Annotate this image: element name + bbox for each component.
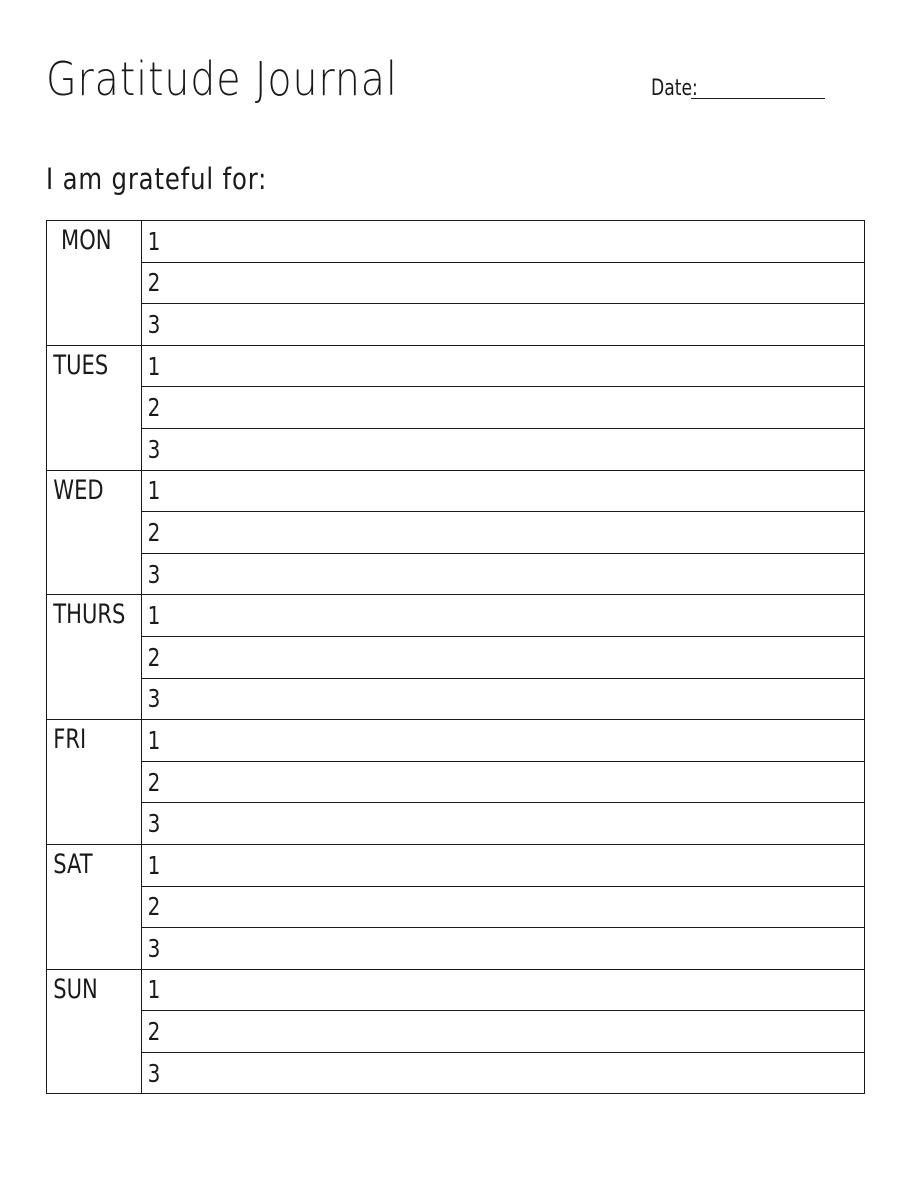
day-cell-thurs [47,595,142,720]
table-row [47,928,865,970]
entry-line[interactable] [142,969,865,1011]
entry-line[interactable] [142,553,865,595]
table-row [47,470,865,512]
entry-number: 2 [147,1017,161,1047]
table-row [47,1052,865,1094]
entry-number: 3 [147,559,161,589]
entry-number: 3 [147,1058,161,1088]
entry-number: 1 [147,601,161,631]
grateful-prompt: I am grateful for: [46,162,268,196]
table-row [47,803,865,845]
entry-number: 1 [147,975,161,1005]
entry-number: 2 [147,892,161,922]
date-label: Date: [651,76,698,101]
day-cell-fri [47,720,142,845]
table-row [47,636,865,678]
entry-number: 2 [147,517,161,547]
entry-number: 1 [147,850,161,880]
entry-line[interactable] [142,262,865,304]
entry-number: 1 [147,226,161,256]
day-label: THURS [53,599,126,631]
table-row [47,969,865,1011]
day-label: TUES [53,349,109,381]
entry-line[interactable] [142,1011,865,1053]
entry-line[interactable] [142,761,865,803]
day-label: SUN [53,973,98,1005]
entry-line[interactable] [142,512,865,554]
date-input-line[interactable] [691,98,825,99]
entry-number: 3 [147,434,161,464]
gratitude-table [46,220,865,1094]
entry-number: 2 [147,393,161,423]
entry-line[interactable] [142,470,865,512]
date-field [651,76,825,101]
entry-number: 3 [147,809,161,839]
table-row [47,553,865,595]
day-cell-mon [47,221,142,346]
table-row [47,345,865,387]
day-label: FRI [53,724,87,756]
day-cell-sun [47,969,142,1094]
entry-line[interactable] [142,1052,865,1094]
table-row [47,720,865,762]
entry-number: 1 [147,476,161,506]
day-cell-sat [47,844,142,969]
table-row [47,678,865,720]
table-row [47,595,865,637]
table-row [47,387,865,429]
entry-line[interactable] [142,803,865,845]
entry-number: 2 [147,268,161,298]
entry-number: 3 [147,933,161,963]
table-row [47,221,865,263]
table-row [47,304,865,346]
table-row [47,512,865,554]
entry-line[interactable] [142,844,865,886]
table-row [47,262,865,304]
entry-number: 2 [147,642,161,672]
day-cell-wed [47,470,142,595]
entry-number: 1 [147,725,161,755]
entry-line[interactable] [142,387,865,429]
page-title: Gratitude Journal [46,52,398,106]
entry-line[interactable] [142,678,865,720]
entry-number: 3 [147,309,161,339]
entry-number: 3 [147,684,161,714]
entry-line[interactable] [142,886,865,928]
day-cell-tues [47,345,142,470]
entry-line[interactable] [142,304,865,346]
day-label: SAT [53,848,93,880]
table-row [47,428,865,470]
table-row [47,761,865,803]
entry-line[interactable] [142,595,865,637]
table-row [47,1011,865,1053]
entry-line[interactable] [142,428,865,470]
entry-line[interactable] [142,636,865,678]
table-row [47,886,865,928]
day-label: WED [53,474,104,506]
entry-number: 1 [147,351,161,381]
entry-number: 2 [147,767,161,797]
day-label: MON [61,225,112,256]
entry-line[interactable] [142,928,865,970]
entry-line[interactable] [142,720,865,762]
entry-line[interactable] [142,345,865,387]
table-row [47,844,865,886]
entry-line[interactable] [142,221,865,263]
